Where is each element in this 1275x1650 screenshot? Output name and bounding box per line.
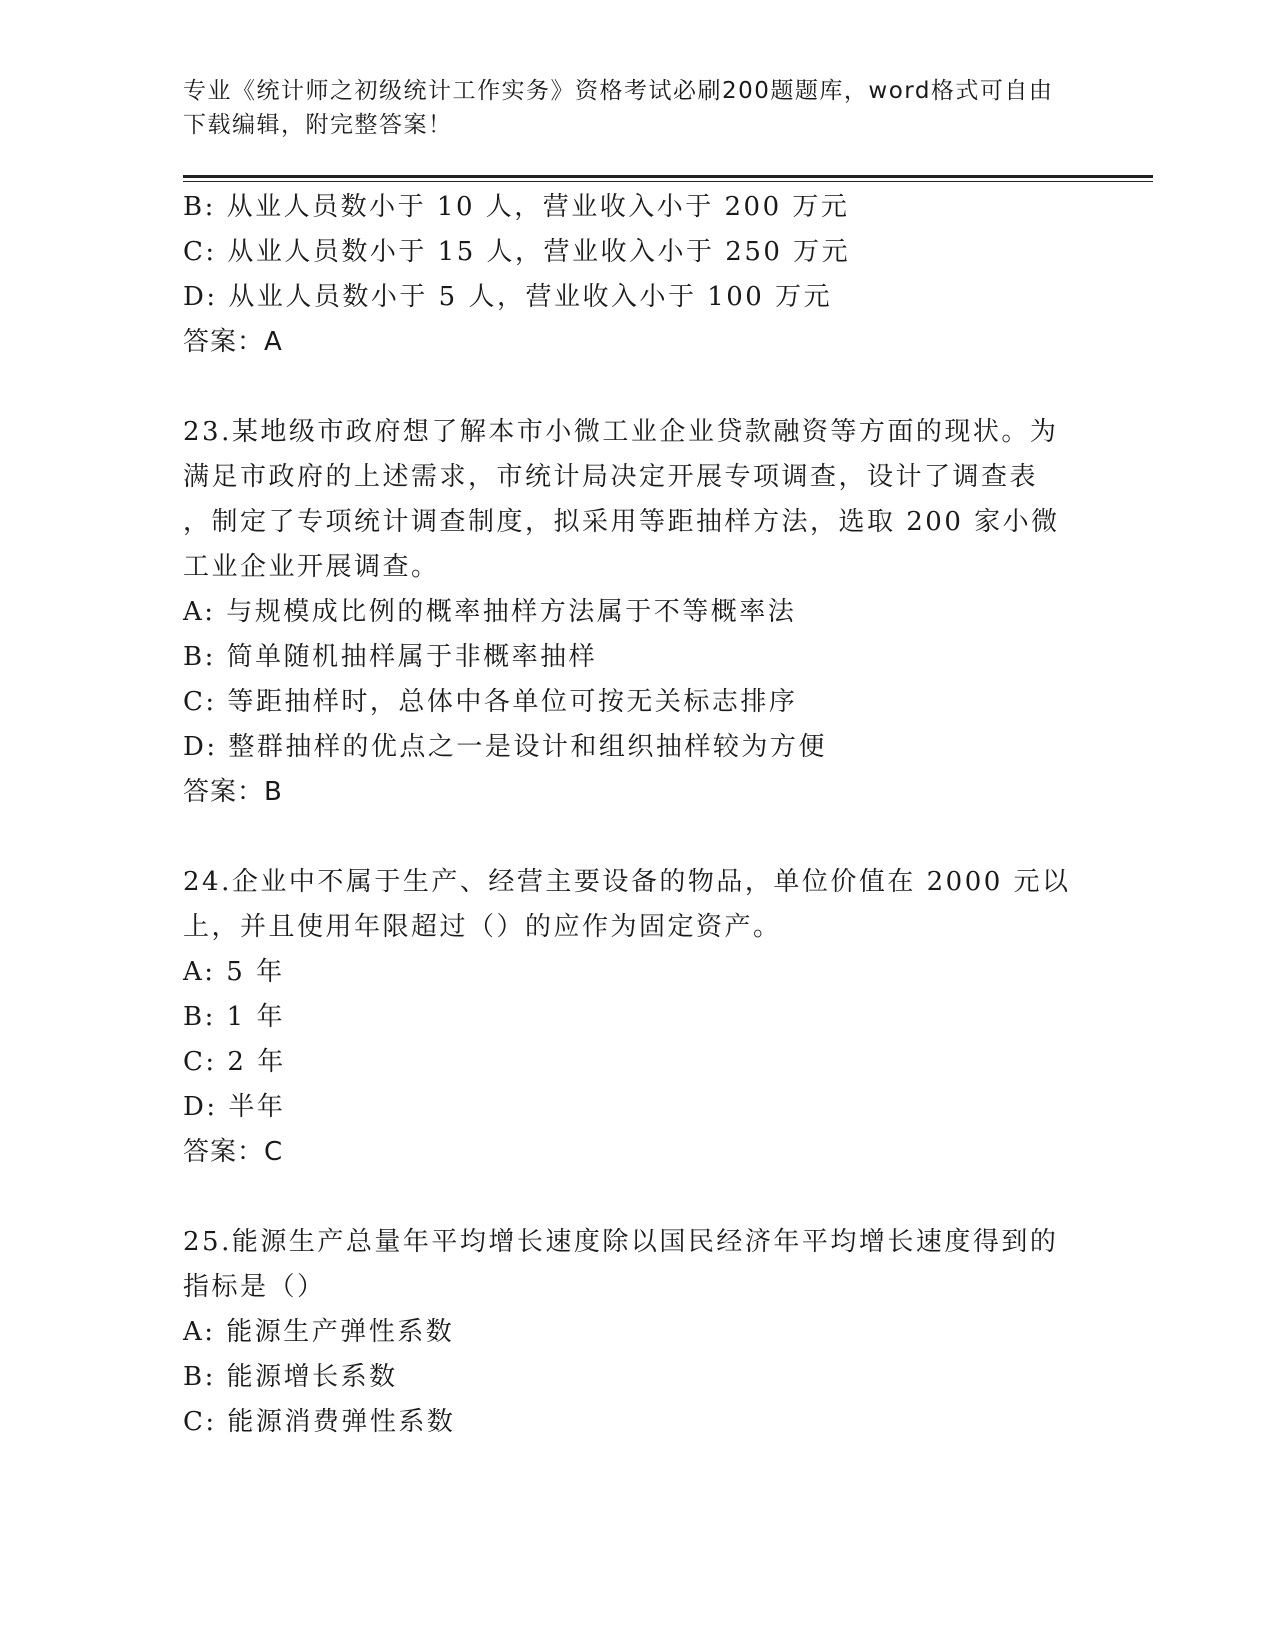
q22-option-b: B: 从业人员数小于 10 人，营业收入小于 200 万元 [183, 192, 850, 222]
q24-answer: 答案：C [183, 1137, 284, 1167]
q23-stem-line-1: 23.某地级市政府想了解本市小微工业企业贷款融资等方面的现状。为 [183, 417, 1059, 447]
document-header [183, 74, 1083, 142]
q23-option-b: B: 简单随机抽样属于非概率抽样 [183, 642, 598, 672]
q23-option-c: C: 等距抽样时，总体中各单位可按无关标志排序 [183, 687, 798, 717]
q22-option-c: C: 从业人员数小于 15 人，营业收入小于 250 万元 [183, 237, 851, 267]
q24-stem-line-1: 24.企业中不属于生产、经营主要设备的物品，单位价值在 2000 元以 [183, 867, 1071, 897]
question-25 [183, 1220, 1083, 1445]
q23-stem-line-2: 满足市政府的上述需求，市统计局决定开展专项调查，设计了调查表 [183, 462, 1039, 492]
spacer [183, 1175, 1083, 1220]
q23-stem-line-4: 工业企业开展调查。 [183, 552, 440, 582]
header-line-2: 下载编辑，附完整答案！ [183, 112, 453, 138]
q25-option-b: B: 能源增长系数 [183, 1362, 398, 1392]
question-22-tail [183, 185, 1083, 365]
question-24 [183, 860, 1083, 1175]
q24-option-c: C: 2 年 [183, 1047, 286, 1077]
q25-option-c: C: 能源消费弹性系数 [183, 1407, 456, 1437]
question-23 [183, 410, 1083, 815]
question-content [183, 185, 1083, 1445]
q24-option-d: D: 半年 [183, 1092, 286, 1122]
header-line-1: 专业《统计师之初级统计工作实务》资格考试必刷200题题库，word格式可自由 [183, 78, 1054, 104]
q22-answer: 答案：A [183, 327, 283, 357]
header-rule-thin [183, 181, 1153, 182]
q23-stem-line-3: ，制定了专项统计调查制度，拟采用等距抽样方法，选取 200 家小微 [183, 507, 1060, 537]
q23-answer: 答案：B [183, 777, 283, 807]
q24-option-b: B: 1 年 [183, 1002, 285, 1032]
q22-option-d: D: 从业人员数小于 5 人，营业收入小于 100 万元 [183, 282, 833, 312]
header-rule-thick [183, 175, 1153, 178]
q25-option-a: A: 能源生产弹性系数 [183, 1317, 455, 1347]
spacer [183, 365, 1083, 410]
q23-option-a: A: 与规模成比例的概率抽样方法属于不等概率法 [183, 597, 797, 627]
q24-stem-line-2: 上，并且使用年限超过（）的应作为固定资产。 [183, 912, 782, 942]
q25-stem-line-1: 25.能源生产总量年平均增长速度除以国民经济年平均增长速度得到的 [183, 1227, 1059, 1257]
q23-option-d: D: 整群抽样的优点之一是设计和组织抽样较为方便 [183, 732, 827, 762]
q24-option-a: A: 5 年 [183, 957, 285, 987]
q25-stem-line-2: 指标是（） [183, 1272, 326, 1302]
spacer [183, 815, 1083, 860]
